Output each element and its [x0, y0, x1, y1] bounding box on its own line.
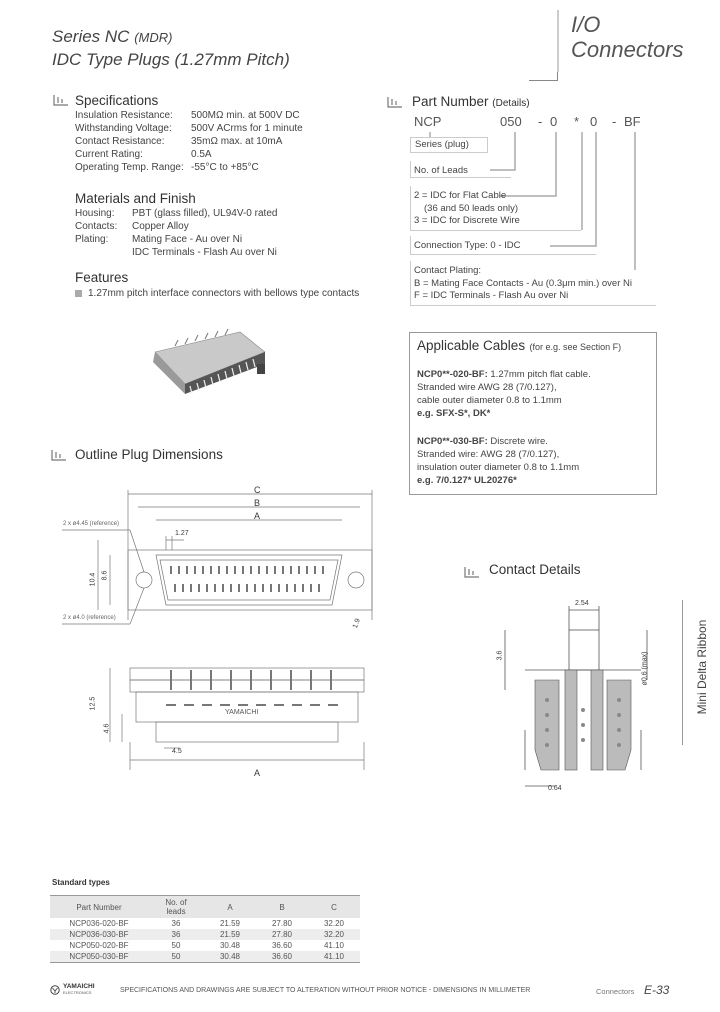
pn-idc-line: 3 = IDC for Discrete Wire — [414, 215, 520, 226]
dim-pitch-label: 1.27 — [175, 530, 189, 537]
footer-section: Connectors — [596, 987, 635, 996]
partnum-title-sub: (Details) — [492, 98, 530, 109]
table-row — [50, 929, 360, 940]
pn-plating-frame — [410, 261, 656, 306]
pn-plating-line: B = Mating Face Contacts - Au (0.3μm min.) over Ni — [414, 277, 632, 289]
cell-b: 36.60 — [271, 941, 293, 950]
th-leads — [148, 896, 204, 918]
spec-label: Operating Temp. Range: — [75, 162, 184, 173]
cell-a: 30.48 — [219, 941, 241, 950]
logo-text: YAMAICHI — [63, 983, 95, 990]
cable-2-code: NCP0**-030-BF: — [417, 436, 488, 447]
cell-leads: 50 — [171, 941, 181, 950]
cell-part: NCP050-020-BF — [69, 941, 129, 950]
code-connection: 0 — [590, 114, 598, 129]
cell-part: NCP050-030-BF — [50, 951, 148, 962]
pn-connection-frame — [410, 236, 596, 255]
partnum-title-text: Part Number — [412, 94, 489, 109]
cell-b: 27.80 — [256, 929, 308, 940]
logo-sub: ELECTRONICS — [63, 990, 92, 995]
dim-side: 1.9 — [351, 617, 362, 630]
series-name: Series NC — [52, 27, 130, 46]
material-label: Plating: — [75, 234, 109, 245]
contact-dim-right: ø0.6 (max) — [641, 651, 649, 686]
dim-hole-note-2: 2 x ø4.0 (reference) — [63, 615, 116, 621]
header-bracket-shadow — [545, 10, 559, 72]
feature-text: 1.27mm pitch interface connectors with bellows type contacts — [88, 288, 360, 299]
pn-idc-line: (36 and 50 leads only) — [424, 202, 519, 214]
material-row — [75, 221, 189, 232]
dim-c-label: C — [254, 485, 261, 495]
spec-value: -55°C to +85°C — [191, 162, 259, 173]
spec-title: Specifications — [75, 93, 159, 108]
side-tab-label: Mini Delta Ribbon — [695, 619, 709, 715]
material-label: Contacts: — [75, 221, 118, 232]
standard-types-table-frame — [50, 895, 360, 963]
bullet-icon — [75, 290, 82, 297]
spec-label: Contact Resistance: — [75, 136, 165, 147]
contact-title: Contact Details — [489, 562, 581, 577]
cell-part: NCP036-020-BF — [69, 919, 129, 928]
code-dash2: - — [612, 114, 617, 129]
cable-2-line: insulation outer diameter 0.8 to 1.1mm — [417, 462, 580, 473]
code-leads: 050 — [500, 114, 522, 129]
materials-title: Materials and Finish — [75, 191, 196, 206]
partnum-section-icon — [386, 95, 404, 109]
code-idc: 0 — [550, 114, 558, 129]
page-number: E-33 — [644, 983, 670, 997]
th-a: A — [204, 896, 256, 918]
cable-1-line: Stranded wire AWG 28 (7/0.127), — [417, 382, 557, 393]
pn-plating-line: F = IDC Terminals - Flash Au over Ni — [414, 290, 569, 301]
spec-value: 500MΩ min. at 500V DC — [191, 110, 300, 121]
features-title: Features — [75, 270, 129, 285]
code-series: NCP — [414, 114, 442, 129]
dim-h2: 10.4 — [89, 572, 97, 587]
cable-1-example: e.g. SFX-S*, DK* — [417, 408, 491, 419]
spec-section-icon — [52, 93, 70, 107]
series-title — [52, 27, 172, 47]
pn-plating-line: Contact Plating: — [414, 265, 482, 276]
connector-photo — [145, 322, 275, 402]
cables-title-text: Applicable Cables — [417, 338, 526, 353]
cable-1 — [417, 368, 591, 420]
cell-leads: 36 — [148, 929, 204, 940]
th-leads-2: leads — [166, 907, 186, 916]
logo-icon — [50, 985, 60, 995]
cable-2-line: Stranded wire: AWG 28 (7/0.127), — [417, 449, 560, 460]
spec-value: 35mΩ max. at 10mA — [191, 136, 283, 147]
material-row — [75, 234, 243, 245]
cell-c: 32.20 — [323, 919, 345, 928]
material-value: PBT (glass filled), UL94V-0 rated — [132, 208, 278, 219]
th-c: C — [308, 896, 360, 918]
dim-a-label: A — [254, 511, 261, 521]
spec-label: Current Rating: — [75, 149, 143, 160]
contact-drawing — [495, 600, 665, 800]
page-title: IDC Type Plugs (1.27mm Pitch) — [52, 50, 290, 69]
code-dash: - — [538, 114, 543, 129]
material-value: Copper Alloy — [132, 221, 189, 232]
material-label: Housing: — [75, 208, 115, 219]
pn-series-box: Series (plug) — [410, 137, 488, 153]
cable-1-line: cable outer diameter 0.8 to 1.1mm — [417, 395, 562, 406]
dim-h1: 8.6 — [101, 570, 109, 581]
code-plating: BF — [624, 114, 641, 129]
cell-c: 41.10 — [323, 941, 345, 950]
code-star: * — [574, 114, 580, 129]
spec-row — [75, 123, 303, 134]
spec-value: 0.5A — [191, 149, 212, 160]
pn-leads: No. of Leads — [414, 165, 468, 176]
outline-title: Outline Plug Dimensions — [75, 447, 223, 462]
cell-leads: 36 — [171, 919, 181, 928]
table-row — [50, 940, 360, 951]
pn-idc-frame — [410, 186, 581, 231]
material-value: IDC Terminals - Flash Au over Ni — [132, 247, 277, 258]
contact-dim-bottom: 0.64 — [548, 785, 562, 792]
table-row — [50, 951, 360, 962]
category-connectors: Connectors — [571, 37, 684, 62]
th-b: B — [256, 896, 308, 918]
cables-title — [417, 337, 621, 355]
spec-label: Insulation Resistance: — [75, 110, 173, 121]
cell-a: 30.48 — [204, 951, 256, 962]
cell-leads: 50 — [148, 951, 204, 962]
cell-a: 21.59 — [204, 929, 256, 940]
cable-2 — [417, 435, 579, 487]
cell-c: 41.10 — [308, 951, 360, 962]
outline-section-icon — [50, 448, 68, 462]
table-row — [50, 918, 360, 929]
spec-row — [75, 110, 300, 121]
cell-part: NCP036-030-BF — [50, 929, 148, 940]
material-value: Mating Face - Au over Ni — [132, 234, 243, 245]
cell-b: 36.60 — [256, 951, 308, 962]
dim-h4: 4.6 — [103, 723, 111, 734]
category-io: I/O — [571, 12, 601, 37]
contact-dim-left: 3.6 — [496, 650, 504, 661]
standard-types-table — [50, 896, 360, 962]
spec-row — [75, 136, 283, 147]
spec-row — [75, 149, 212, 160]
spec-row — [75, 162, 259, 173]
dim-b-label: B — [254, 498, 261, 508]
cell-a: 21.59 — [219, 919, 241, 928]
series-sub: (MDR) — [134, 30, 173, 45]
standard-types-title: Standard types — [52, 878, 110, 887]
th-leads-1: No. of — [165, 898, 187, 907]
brand-mark: YAMAICHI — [225, 709, 259, 716]
partnum-title — [412, 94, 530, 109]
cable-1-code: NCP0**-020-BF: — [417, 369, 488, 380]
pn-leads-frame — [410, 161, 511, 178]
feature-item — [75, 287, 359, 300]
contact-section-icon — [463, 565, 481, 579]
spec-label: Withstanding Voltage: — [75, 123, 172, 134]
dim-h3: 12.5 — [89, 696, 97, 711]
pn-idc-line: 2 = IDC for Flat Cable — [414, 190, 507, 201]
cable-2-desc: Discrete wire. — [490, 436, 548, 447]
dim-hole-note: 2 x ø4.45 (reference) — [63, 521, 120, 527]
spec-value: 500V ACrms for 1 minute — [191, 123, 303, 134]
cable-1-desc: 1.27mm pitch flat cable. — [490, 369, 591, 380]
cable-2-example: e.g. 7/0.127* UL20276* — [417, 475, 517, 486]
material-row — [75, 208, 278, 219]
contact-dim-top: 2.54 — [575, 600, 589, 607]
th-part: Part Number — [50, 896, 148, 918]
footer-logo — [50, 984, 95, 996]
table-header-row — [50, 896, 360, 918]
footer-notice: SPECIFICATIONS AND DRAWINGS ARE SUBJECT TO ALTERATION WITHOUT PRIOR NOTICE - DIMENSIONS IN MILLIMETER — [120, 987, 531, 994]
cell-c: 32.20 — [308, 929, 360, 940]
dim-h5: 4.5 — [172, 748, 182, 755]
dim-a-bottom: A — [254, 768, 261, 778]
cell-b: 27.80 — [271, 919, 293, 928]
cables-title-sub: (for e.g. see Section F) — [529, 342, 622, 352]
pn-connection: Connection Type: 0 - IDC — [414, 240, 521, 251]
